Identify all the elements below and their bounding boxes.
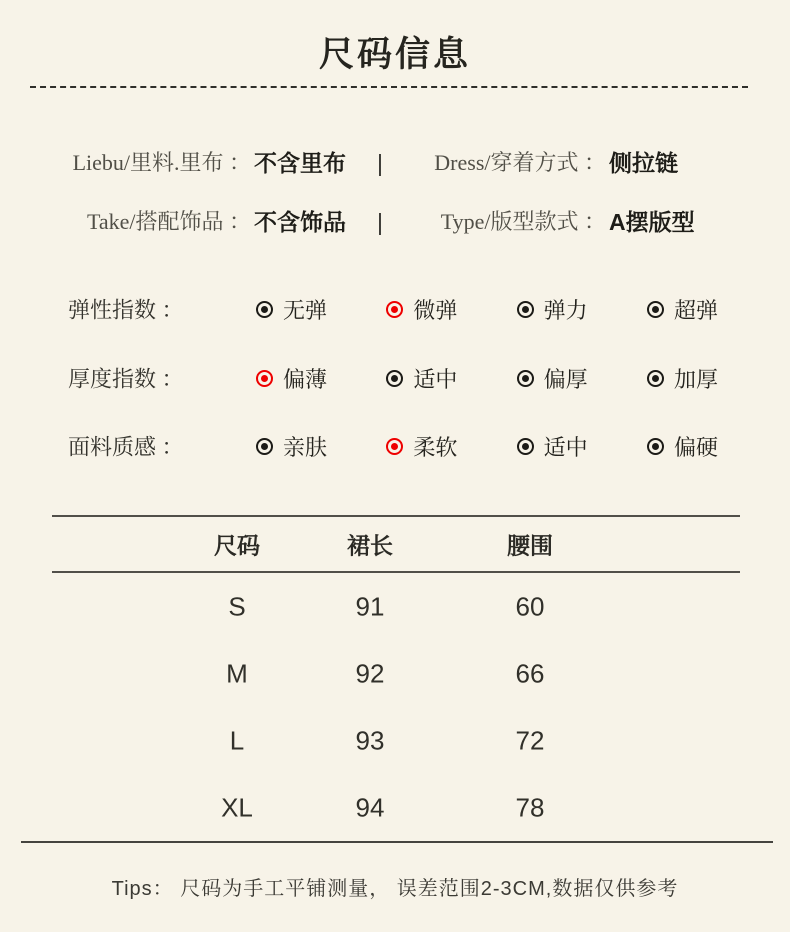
indicator-option bbox=[386, 431, 457, 462]
cell-size: M bbox=[226, 658, 248, 688]
header-waist: 腰围 bbox=[507, 533, 553, 559]
radio-icon bbox=[386, 301, 403, 318]
header-skirt-length: 裙长 bbox=[347, 533, 393, 559]
fabric-feel-label: 面料质感 ： bbox=[68, 434, 184, 460]
radio-icon bbox=[647, 301, 664, 318]
radio-icon bbox=[386, 438, 403, 455]
radio-icon bbox=[647, 438, 664, 455]
table-row bbox=[52, 707, 740, 774]
table-row bbox=[52, 774, 740, 841]
indicator-option bbox=[517, 431, 588, 462]
option-label: 适中 bbox=[413, 366, 458, 392]
dress-mode-value: 侧拉链 bbox=[609, 150, 678, 176]
thickness-label: 厚度指数 ： bbox=[68, 366, 184, 392]
size-table bbox=[52, 515, 740, 841]
cell-skirt-length: 93 bbox=[355, 725, 385, 755]
radio-icon bbox=[256, 370, 273, 387]
option-label: 微弹 bbox=[413, 297, 458, 323]
attribute-row-lining-dress bbox=[0, 141, 790, 185]
cell-waist: 72 bbox=[515, 725, 545, 755]
radio-icon bbox=[256, 438, 273, 455]
bottom-divider bbox=[21, 841, 773, 843]
cell-waist: 60 bbox=[515, 591, 545, 621]
page-title: 尺码信息 bbox=[318, 35, 471, 74]
column-divider: | bbox=[377, 209, 383, 235]
lining-value: 不含里布 bbox=[254, 150, 346, 176]
indicator-option bbox=[517, 294, 588, 325]
attribute-row-take-type bbox=[0, 200, 790, 244]
option-label: 偏硬 bbox=[673, 434, 718, 460]
indicator-option bbox=[256, 363, 327, 394]
cell-skirt-length: 91 bbox=[355, 591, 385, 621]
indicator-row-thickness bbox=[0, 356, 790, 400]
accessory-label: Take/搭配饰品 ： bbox=[86, 209, 251, 234]
size-table-header bbox=[52, 517, 740, 573]
cell-skirt-length: 92 bbox=[355, 658, 385, 688]
indicator-option bbox=[386, 294, 457, 325]
column-divider: | bbox=[377, 150, 383, 176]
pattern-type-label: Type/版型款式 ： bbox=[440, 209, 606, 234]
cell-waist: 78 bbox=[515, 792, 545, 822]
lining-label: Liebu/里料.里布 ： bbox=[72, 150, 251, 175]
radio-icon bbox=[517, 438, 534, 455]
table-row bbox=[52, 640, 740, 707]
tips-text: Tips： 尺码为手工平铺测量， 误差范围2-3CM,数据仅供参考 bbox=[111, 878, 679, 900]
indicator-option bbox=[647, 294, 718, 325]
option-label: 柔软 bbox=[413, 434, 458, 460]
header-size: 尺码 bbox=[214, 533, 260, 559]
cell-waist: 66 bbox=[515, 658, 545, 688]
radio-icon bbox=[256, 301, 273, 318]
size-table-body bbox=[52, 573, 740, 841]
elasticity-label: 弹性指数 ： bbox=[68, 297, 184, 323]
accessory-value: 不含饰品 bbox=[254, 209, 346, 235]
option-label: 超弹 bbox=[673, 297, 718, 323]
thickness-options bbox=[256, 356, 718, 400]
indicator-option bbox=[256, 431, 327, 462]
option-label: 无弹 bbox=[283, 297, 328, 323]
cell-size: L bbox=[229, 725, 245, 755]
cell-size: S bbox=[228, 591, 246, 621]
option-label: 加厚 bbox=[673, 366, 718, 392]
cell-skirt-length: 94 bbox=[355, 792, 385, 822]
radio-icon bbox=[517, 370, 534, 387]
indicator-option bbox=[647, 431, 718, 462]
indicator-option bbox=[647, 363, 718, 394]
option-label: 适中 bbox=[543, 434, 588, 460]
option-label: 偏厚 bbox=[543, 366, 588, 392]
radio-icon bbox=[386, 370, 403, 387]
elasticity-options bbox=[256, 287, 718, 331]
cell-size: XL bbox=[221, 792, 253, 822]
radio-icon bbox=[517, 301, 534, 318]
indicator-row-fabric-feel bbox=[0, 424, 790, 468]
dress-mode-label: Dress/穿着方式 ： bbox=[434, 150, 606, 175]
option-label: 弹力 bbox=[543, 297, 588, 323]
table-row bbox=[52, 573, 740, 640]
indicator-option bbox=[386, 363, 457, 394]
dashed-divider bbox=[30, 86, 748, 88]
indicator-option bbox=[256, 294, 327, 325]
indicator-row-elasticity bbox=[0, 287, 790, 331]
option-label: 偏薄 bbox=[283, 366, 328, 392]
indicator-option bbox=[517, 363, 588, 394]
pattern-type-value: A摆版型 bbox=[609, 209, 695, 235]
fabric-feel-options bbox=[256, 424, 718, 468]
option-label: 亲肤 bbox=[283, 434, 328, 460]
radio-icon bbox=[647, 370, 664, 387]
